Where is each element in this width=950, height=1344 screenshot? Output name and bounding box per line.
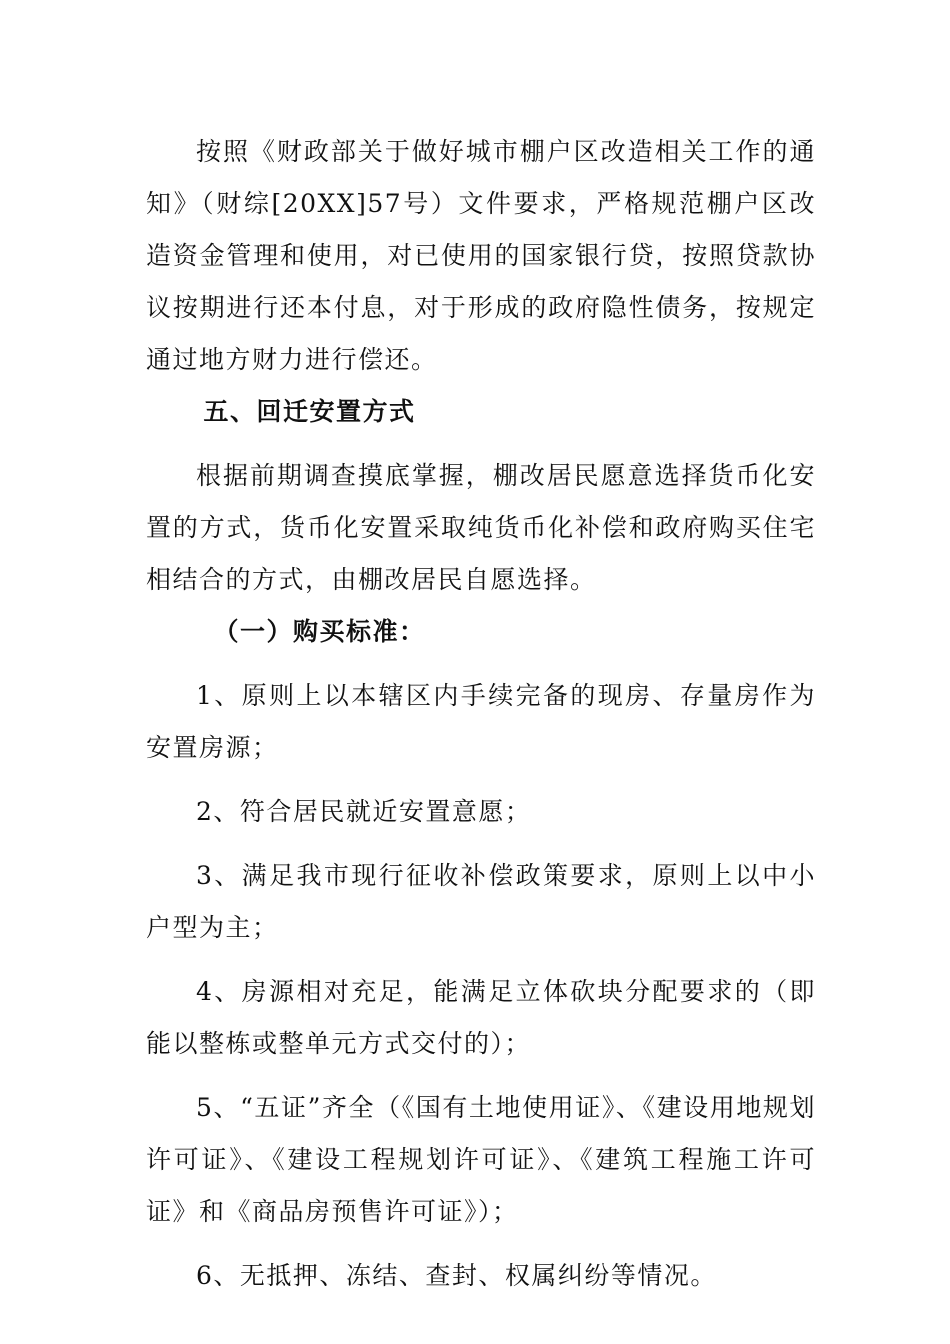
list-item: 6、无抵押、冻结、查封、权属纠纷等情况。: [196, 1261, 717, 1290]
list-item: 2、符合居民就近安置意愿；: [196, 797, 532, 826]
list-item: 3、满足我市现行征收补偿政策要求，原则上以中小户型为主；: [146, 861, 816, 942]
paragraph-funding-repayment: 按照《财政部关于做好城市棚户区改造相关工作的通知》（财综[20XX]57号）文件要求，严格规范棚户区改造资金管理和使用，对已使用的国家银行贷，按照贷款协议按期进行还本付息，对于形成的政府隐性债务，按规定通过地方财力进行偿还。: [146, 137, 816, 374]
paragraph-relocation-method: 根据前期调查摸底掌握，棚改居民愿意选择货币化安置的方式，货币化安置采取纯货币化补偿和政府购买住宅相结合的方式，由棚改居民自愿选择。: [146, 461, 816, 594]
list-item: 1、原则上以本辖区内手续完备的现房、存量房作为安置房源；: [146, 681, 816, 762]
list-item: 5、“五证”齐全（《国有土地使用证》、《建设用地规划许可证》、《建设工程规划许可证》、《建筑工程施工许可证》和《商品房预售许可证》）；: [146, 1093, 816, 1226]
subsection-heading-purchase-standard: （一）购买标准：: [213, 617, 426, 646]
section-heading-relocation: 五、回迁安置方式: [203, 397, 416, 426]
document-body: [146, 126, 816, 1302]
list-item: 4、房源相对充足，能满足立体砍块分配要求的（即能以整栋或整单元方式交付的）；: [146, 977, 816, 1058]
